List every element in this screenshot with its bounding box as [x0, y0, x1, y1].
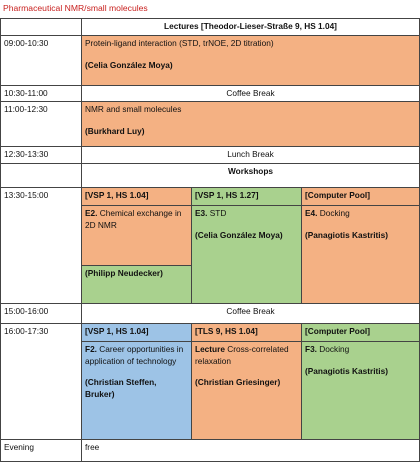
time-cell: 16:00-17:30: [0, 324, 82, 342]
coffee-break: Coffee Break: [82, 86, 420, 102]
workshop-e4-room: [Computer Pool]: [302, 188, 420, 206]
time-cell-continued: [0, 342, 82, 440]
page-title: Pharmaceutical NMR/small molecules: [3, 3, 148, 13]
time-cell-continued: [0, 206, 82, 304]
coffee-break: Coffee Break: [82, 304, 420, 324]
workshop-lecture-room: [TLS 9, HS 1.04]: [192, 324, 302, 342]
time-cell: 11:00-12:30: [0, 102, 82, 147]
blank-header-cell: [0, 164, 82, 188]
lectures-header: Lectures [Theodor-Lieser-Straße 9, HS 1.04]: [82, 18, 420, 36]
lunch-break: Lunch Break: [82, 147, 420, 164]
workshop-e2-speaker: (Philipp Neudecker): [82, 266, 192, 304]
time-cell: 10:30-11:00: [0, 86, 82, 102]
workshop-f2: F2. Career opportunities in application of technology (Christian Steffen, Bruker): [82, 342, 192, 440]
workshops-header: Workshops: [82, 164, 420, 188]
workshop-e3: E3. STD (Celia González Moya): [192, 206, 302, 304]
workshop-f3-room: [Computer Pool]: [302, 324, 420, 342]
lecture-1: Protein-ligand interaction (STD, trNOE, 2D titration) (Celia González Moya): [82, 36, 420, 86]
time-cell: 12:30-13:30: [0, 147, 82, 164]
time-cell: 09:00-10:30: [0, 36, 82, 86]
lecture-2: NMR and small molecules (Burkhard Luy): [82, 102, 420, 147]
evening-free: free: [82, 440, 420, 462]
workshop-e3-room: [VSP 1, HS 1.27]: [192, 188, 302, 206]
workshop-e4: E4. Docking (Panagiotis Kastritis): [302, 206, 420, 304]
workshop-f3: F3. Docking (Panagiotis Kastritis): [302, 342, 420, 440]
workshop-e2: E2. Chemical exchange in 2D NMR: [82, 206, 192, 266]
time-cell: Evening: [0, 440, 82, 462]
workshop-f2-room: [VSP 1, HS 1.04]: [82, 324, 192, 342]
time-cell: 15:00-16:00: [0, 304, 82, 324]
workshop-e2-room: [VSP 1, HS 1.04]: [82, 188, 192, 206]
workshop-lecture: Lecture Cross-correlated relaxation (Christian Griesinger): [192, 342, 302, 440]
time-cell: 13:30-15:00: [0, 188, 82, 206]
blank-header-cell: [0, 18, 82, 36]
